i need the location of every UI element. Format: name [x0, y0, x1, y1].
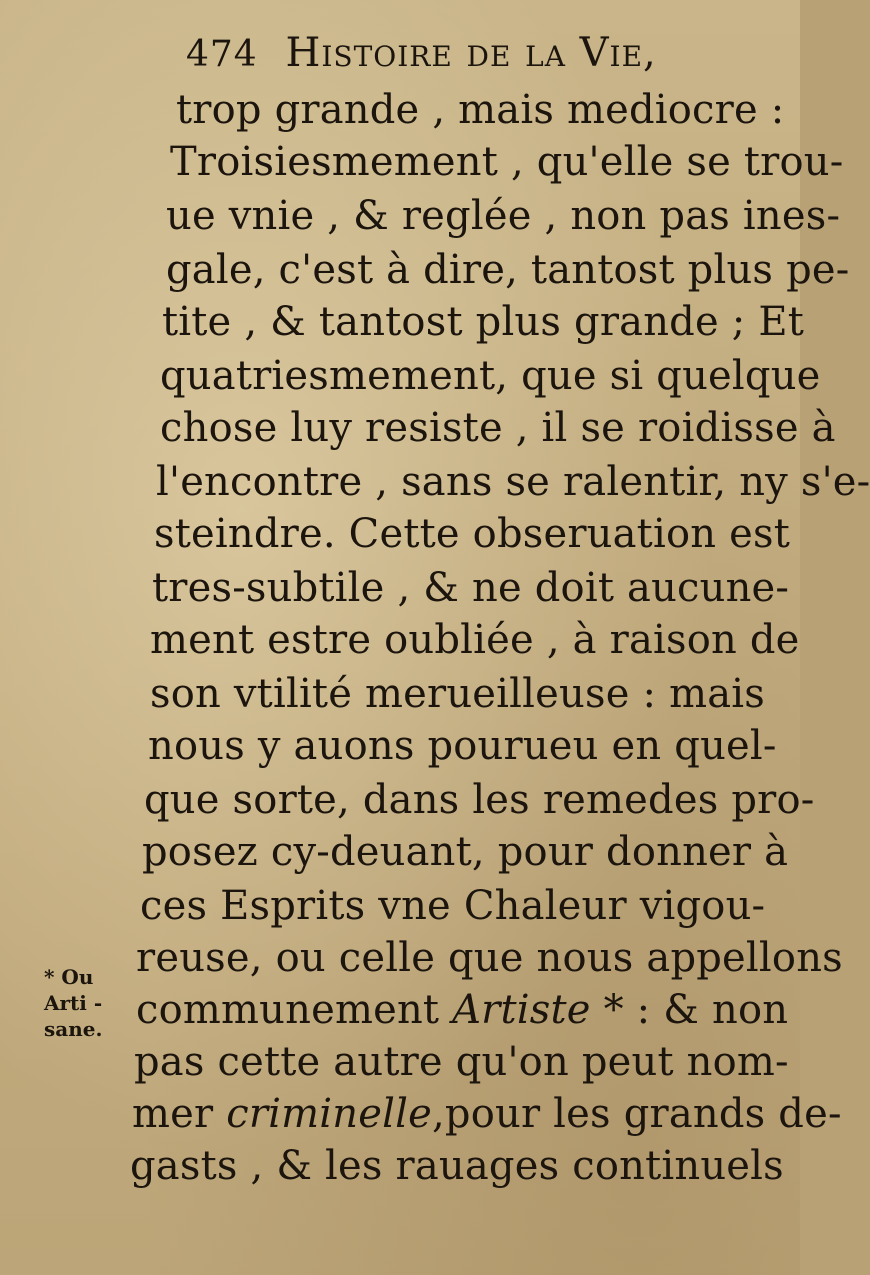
text-line: tres-subtile , & ne doit aucune-: [152, 565, 790, 611]
margin-note-line: Arti -: [44, 991, 103, 1015]
text-line: nous y auons pourueu en quel-: [148, 723, 777, 769]
text-line: gale, c'est à dire, tantost plus pe-: [166, 247, 850, 293]
text-segment: * : & non: [590, 987, 789, 1033]
text-line: posez cy-deuant, pour donner à: [142, 829, 789, 875]
text-line: trop grande , mais mediocre :: [176, 87, 785, 133]
page-number: 474: [186, 34, 258, 75]
italic-word-artiste: Artiste: [452, 987, 591, 1033]
text-line: steindre. Cette obseruation est: [154, 511, 790, 557]
margin-note-line: * Ou: [44, 965, 94, 989]
text-segment: communement: [136, 987, 453, 1033]
margin-note-line: sane.: [44, 1017, 103, 1041]
running-header: [186, 30, 657, 76]
text-line: son vtilité merueilleuse : mais: [150, 671, 765, 717]
text-line: Troisiesmement , qu'elle se trou-: [170, 139, 844, 185]
text-line: que sorte, dans les remedes pro-: [144, 777, 815, 823]
text-line: pas cette autre qu'on peut nom-: [134, 1039, 789, 1085]
text-segment: ,pour les grands de-: [431, 1091, 842, 1137]
text-line: l'encontre , sans se ralentir, ny s'e-: [156, 459, 870, 505]
text-line-criminelle: [132, 1088, 842, 1140]
text-line: ment estre oubliée , à raison de: [150, 617, 800, 663]
margin-note: [44, 964, 102, 1042]
text-line-artiste: [136, 984, 788, 1036]
text-line: tite , & tantost plus grande ; Et: [162, 299, 805, 345]
text-line: ces Esprits vne Chaleur vigou-: [140, 883, 766, 929]
text-line: ue vnie , & reglée , non pas ines-: [166, 193, 841, 239]
text-line: quatriesmement, que si quelque: [160, 353, 821, 399]
text-line: reuse, ou celle que nous appellons: [136, 935, 843, 981]
text-line: chose luy resiste , il se roidisse à: [160, 405, 836, 451]
text-line: gasts , & les rauages continuels: [130, 1143, 784, 1189]
text-segment: mer: [132, 1091, 227, 1137]
running-title: Histoire de la Vie,: [285, 30, 657, 76]
italic-word-criminelle: criminelle: [226, 1091, 432, 1137]
